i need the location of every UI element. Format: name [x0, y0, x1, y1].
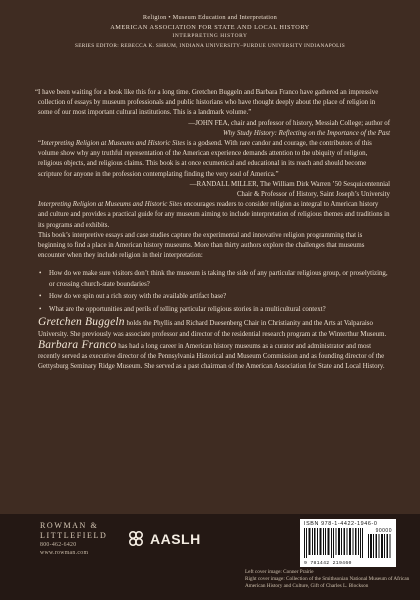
bio-buggeln-text: holds the Phyllis and Richard Duesenberg Chair in Christianity and the Arts at Valparaiso University. She previously was associate professor and director of the residential research program at the Winterthur Museum.	[38, 320, 387, 338]
attribution-book-title: Why Study History: Reflecting on the Importance of the Past	[222, 129, 390, 137]
price-barcode-bars-icon	[368, 534, 392, 558]
aaslh-wordmark: AASLH	[150, 531, 201, 547]
question-list	[38, 269, 390, 315]
author-name-signature: Barbara Franco	[38, 338, 117, 351]
publisher-phone: 800-462-6420	[40, 542, 77, 548]
price-code: 90000	[375, 528, 392, 534]
isbn-number: ISBN 978-1-4422-1946-0	[304, 521, 378, 527]
publisher-url: www.rowman.com	[40, 550, 89, 556]
barcode-bars-icon	[304, 528, 364, 558]
blurb-fea-text: “I have been waiting for a book like this for a long time. Gretchen Buggeln and Barbara Franco have gathered an impressive collection of essays by museum professionals and public historians who have thought deeply about the place of religion in some of our most important cultural institutions. This is a landmark volume.”	[35, 89, 379, 117]
author-name-signature: Gretchen Buggeln	[38, 316, 125, 329]
barcode-digits: 9 781442 219460	[304, 561, 352, 566]
aaslh-mark-icon	[127, 530, 145, 548]
series-title: INTERPRETING HISTORY	[172, 33, 248, 40]
question-item: • How do we spin out a rich story with the available artifact base?	[38, 292, 390, 302]
bio-franco	[38, 340, 390, 373]
blurb-fea-attribution	[38, 119, 390, 139]
series-editor: SERIES EDITOR: REBECCA K. SHRUM, INDIANA UNIVERSITY–PURDUE UNIVERSITY INDIANAPOLIS	[74, 42, 346, 49]
blurb-miller-attribution	[38, 180, 390, 200]
publisher-logo	[40, 521, 120, 557]
description-1-text: encourages readers to consider religion as integral to American history and culture and provides a practical guide for any museum aiming to include interpretation of religious themes and traditions in its programs and exhibits.	[38, 201, 390, 229]
isbn-barcode	[300, 519, 396, 567]
description-1	[38, 200, 390, 231]
credit-line: Right cover image: Collection of the Smithsonian National Museum of African American History and Culture, Gift of Charles L. Blockson	[245, 576, 410, 589]
publisher-name-line1: ROWMAN &	[40, 521, 99, 530]
series-header	[20, 13, 400, 51]
publisher-name-line2: LITTLEFIELD	[40, 531, 108, 540]
attribution-line: —JOHN FEA, chair and professor of history, Messiah College; author of	[188, 119, 390, 127]
book-title-ref: Interpreting Religion at Museums and Historic Sites	[38, 201, 183, 209]
image-credits	[245, 569, 415, 590]
aaslh-logo	[127, 530, 201, 548]
blurb-miller: “Interpreting Religion at Museums and Historic Sites is a godsend. With rare candor and courage, the contributors of this volume show why any truthful representation of the American experience demands attention to the ubiquity of religion, religious objects, and religious claims. This book is at once ecumenical and educational in its reach and should become scripture for anyone in the profession contemplating finding the very soul of America.”	[38, 140, 372, 178]
book-title-ref: Interpreting Religion at Museums and Historic Sites	[41, 140, 186, 148]
question-item: • What are the opportunities and perils of telling particular religious stories in a multicultural context?	[38, 305, 390, 315]
attribution-line: Chair & Professor of History, Saint Joseph’s University	[236, 191, 390, 199]
credit-line: Left cover image: Conner Prairie	[245, 569, 314, 575]
description-2: This book’s interpretive essays and case studies capture the experimental and innovative religion programming that is beginning to find a place in American history museums. More than thirty authors explore the challenges that museums encounter when they include religion in their interpretation:	[38, 231, 365, 260]
attribution-line: —RANDALL MILLER, The William Dirk Warren ’50 Sesquicentennial	[189, 180, 390, 188]
bio-buggeln	[38, 317, 390, 339]
question-item: • How do we make sure visitors don’t think the museum is taking the side of any particular religious group, or proselytizing, or crossing church-state boundaries?	[38, 269, 390, 289]
blurb-miller-text: is a godsend. With rare candor and courage, the contributors of this volume show why any truthful representation of the American experience demands attention to the ubiquity of religion, religious objects, and religious claims. This book is at once ecumenical and educational in its reach and should become scripture for anyone in the profession contemplating finding the very soul of America.”	[38, 140, 372, 178]
bio-franco-text: has had a long career in American history museums as a curator and administrator and most recently served as executive director of the Pennsylvania Historical and Museum Commission and as founding director of the Gettysburg Seminary Ridge Museum. She served as a past chairman of the American Association for State and Local History.	[38, 342, 385, 371]
association-line: AMERICAN ASSOCIATION FOR STATE AND LOCAL HISTORY	[110, 23, 310, 31]
subject-line: Religion • Museum Education and Interpretation	[142, 14, 278, 21]
blurb-fea	[35, 88, 390, 119]
cover-text	[35, 88, 390, 372]
